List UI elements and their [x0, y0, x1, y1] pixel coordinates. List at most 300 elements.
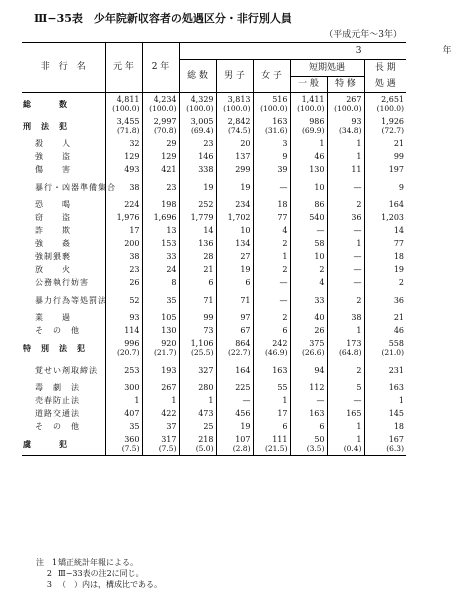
cell-value: 4,811 — [116, 95, 140, 104]
data-cell — [364, 407, 406, 420]
header-year-2: 2 年 — [142, 43, 179, 93]
data-cell — [253, 263, 290, 276]
data-cell — [179, 198, 216, 211]
data-cell — [364, 93, 406, 116]
cell-value: 1 — [356, 139, 362, 148]
cell-percentage: (70.8) — [153, 126, 177, 135]
data-cell — [253, 433, 290, 456]
data-cell — [253, 394, 290, 407]
cell-value: 1 — [356, 422, 362, 431]
cell-value: — — [316, 396, 325, 405]
data-cell — [327, 93, 364, 116]
cell-value: 280 — [198, 383, 214, 392]
table-row — [22, 289, 406, 311]
cell-value: 9 — [398, 182, 404, 192]
table-body — [22, 93, 406, 456]
cell-value: 130 — [309, 165, 325, 174]
data-cell — [253, 163, 290, 176]
data-cell — [216, 394, 253, 407]
data-cell — [179, 433, 216, 456]
cell-value: 1 — [171, 396, 177, 405]
table-row — [22, 324, 406, 337]
data-cell — [364, 359, 406, 381]
data-cell — [179, 150, 216, 163]
cell-value: 1 — [398, 396, 404, 405]
cell-value: 3,455 — [116, 117, 140, 126]
data-cell — [253, 198, 290, 211]
cell-value: 1 — [319, 139, 325, 148]
data-cell — [253, 137, 290, 150]
data-cell — [327, 115, 364, 137]
data-cell — [253, 176, 290, 198]
data-cell — [327, 276, 364, 289]
cell-value: 242 — [272, 339, 288, 348]
cell-value: 473 — [198, 409, 214, 418]
cell-value: 6 — [245, 278, 251, 287]
cell-value: 33 — [314, 295, 325, 305]
data-cell — [364, 324, 406, 337]
cell-percentage: (100.0) — [186, 104, 214, 113]
footnote-text: （ ）内は，構成比である。 — [58, 580, 162, 589]
row-label: 傷 害 — [35, 165, 71, 174]
cell-value: 145 — [388, 409, 404, 418]
data-cell — [364, 137, 406, 150]
cell-value: 6 — [208, 278, 214, 287]
header-general: 一 般 — [290, 77, 327, 93]
table-title: Ⅲ−35表 少年院新収容者の処遇区分・非行別人員 — [34, 12, 292, 25]
cell-value: 2 — [282, 265, 288, 274]
cell-value: 197 — [388, 165, 404, 174]
row-label: 殺 人 — [35, 139, 71, 148]
cell-percentage: (46.9) — [264, 348, 288, 357]
table-row — [22, 150, 406, 163]
data-cell — [142, 237, 179, 250]
cell-value: 32 — [129, 139, 140, 148]
cell-value: 23 — [129, 265, 140, 274]
cell-value: 58 — [314, 239, 325, 248]
cell-value: 4,234 — [153, 95, 177, 104]
data-cell — [142, 176, 179, 198]
data-cell — [142, 198, 179, 211]
data-cell — [290, 381, 327, 394]
cell-value: — — [279, 182, 288, 192]
data-cell — [179, 289, 216, 311]
cell-percentage: (6.3) — [386, 444, 404, 453]
cell-value: 77 — [393, 239, 404, 248]
cell-value: 3,813 — [227, 95, 251, 104]
data-cell — [179, 250, 216, 263]
cell-value: 99 — [393, 152, 404, 161]
row-label: 強 盗 — [35, 152, 71, 161]
cell-value: 97 — [240, 313, 251, 322]
data-cell — [290, 237, 327, 250]
cell-value: 193 — [161, 365, 177, 375]
cell-percentage: (74.5) — [227, 126, 251, 135]
cell-value: 516 — [272, 95, 288, 104]
cell-value: 112 — [309, 383, 325, 392]
cell-value: 23 — [203, 139, 214, 148]
table-row — [22, 381, 406, 394]
cell-value: 129 — [124, 152, 140, 161]
data-cell — [327, 289, 364, 311]
cell-value: 327 — [198, 365, 214, 375]
data-cell — [290, 176, 327, 198]
cell-value: 1,696 — [153, 213, 177, 222]
data-cell — [142, 93, 179, 116]
data-cell — [216, 150, 253, 163]
row-label: 暴力行為等処罰法 — [35, 295, 107, 305]
cell-value: 19 — [393, 265, 404, 274]
data-cell — [253, 324, 290, 337]
cell-value: 299 — [235, 165, 251, 174]
data-cell — [364, 420, 406, 433]
header-special: 特 修 — [327, 77, 364, 93]
data-cell — [105, 337, 142, 359]
data-cell — [327, 311, 364, 324]
cell-value: — — [353, 182, 362, 192]
data-cell — [105, 394, 142, 407]
table-row — [22, 394, 406, 407]
period-subtitle: （平成元年〜3年） — [324, 30, 402, 40]
cell-value: 11 — [351, 165, 362, 174]
data-cell — [290, 433, 327, 456]
row-label: 窃 盗 — [35, 213, 71, 222]
data-cell — [290, 137, 327, 150]
data-cell — [216, 289, 253, 311]
data-cell — [216, 433, 253, 456]
data-cell — [179, 93, 216, 116]
table-row — [22, 93, 406, 116]
table-row — [22, 420, 406, 433]
data-cell — [327, 359, 364, 381]
cell-value: 46 — [314, 152, 325, 161]
cell-percentage: (34.8) — [338, 126, 362, 135]
cell-value: 17 — [129, 226, 140, 235]
data-cell — [327, 176, 364, 198]
cell-value: 317 — [161, 435, 177, 444]
data-cell — [179, 115, 216, 137]
data-cell — [179, 359, 216, 381]
data-cell — [142, 381, 179, 394]
cell-value: — — [353, 252, 362, 261]
data-cell — [364, 250, 406, 263]
cell-value: 25 — [203, 422, 214, 431]
row-label: 放 火 — [35, 265, 71, 274]
data-cell — [327, 211, 364, 224]
cell-value: 1 — [282, 396, 288, 405]
cell-value: 267 — [346, 95, 362, 104]
row-label: 道路交通法 — [35, 409, 80, 418]
data-cell — [216, 137, 253, 150]
cell-value: 36 — [393, 295, 404, 305]
data-cell — [216, 311, 253, 324]
cell-value: 21 — [203, 265, 214, 274]
cell-value: 864 — [235, 339, 251, 348]
cell-value: 163 — [309, 409, 325, 418]
cell-value: 20 — [240, 139, 251, 148]
footnote-3 — [36, 579, 162, 590]
cell-percentage: (3.5) — [306, 444, 325, 453]
cell-value: 1 — [356, 326, 362, 335]
cell-value: 36 — [351, 213, 362, 222]
cell-value: 2 — [356, 200, 362, 209]
data-cell — [216, 407, 253, 420]
footnote-1 — [36, 557, 162, 568]
stats-table — [22, 42, 452, 456]
cell-value: 920 — [161, 339, 177, 348]
data-cell — [105, 115, 142, 137]
cell-value: 3,005 — [190, 117, 214, 126]
cell-value: — — [353, 278, 362, 287]
table-row — [22, 137, 406, 150]
cell-percentage: (72.7) — [381, 126, 404, 135]
data-cell — [290, 150, 327, 163]
data-cell — [142, 224, 179, 237]
table-row — [22, 311, 406, 324]
table-row — [22, 407, 406, 420]
data-cell — [364, 381, 406, 394]
data-cell — [179, 394, 216, 407]
table-row — [22, 237, 406, 250]
data-cell — [216, 211, 253, 224]
data-cell — [179, 324, 216, 337]
cell-value: 134 — [235, 239, 251, 248]
cell-value: 24 — [166, 265, 177, 274]
data-cell — [105, 263, 142, 276]
cell-value: — — [279, 295, 288, 305]
cell-percentage: (2.8) — [232, 444, 251, 453]
data-cell — [290, 359, 327, 381]
cell-value: 39 — [277, 165, 288, 174]
cell-value: 338 — [198, 165, 214, 174]
cell-value: 33 — [166, 252, 177, 261]
header-male: 男 子 — [216, 60, 253, 93]
data-cell — [327, 433, 364, 456]
cell-percentage: (100.0) — [334, 104, 362, 113]
cell-value: 360 — [124, 435, 140, 444]
cell-value: 1,926 — [381, 117, 404, 126]
cell-value: 35 — [129, 422, 140, 431]
cell-value: 28 — [203, 252, 214, 261]
table-row — [22, 263, 406, 276]
cell-value: 73 — [203, 326, 214, 335]
data-cell — [142, 263, 179, 276]
data-cell — [105, 250, 142, 263]
footnote-label: 2 — [46, 569, 52, 578]
data-cell — [364, 289, 406, 311]
row-label: 恐 喝 — [35, 200, 71, 209]
cell-value: 4 — [319, 278, 325, 287]
table-header — [22, 43, 452, 93]
cell-value: 164 — [388, 200, 404, 209]
data-cell — [290, 407, 327, 420]
footnote-label: 3 — [46, 580, 52, 589]
data-cell — [290, 198, 327, 211]
data-cell — [364, 337, 406, 359]
cell-value: 67 — [240, 326, 251, 335]
table-row — [22, 115, 406, 137]
cell-value: — — [353, 396, 362, 405]
data-cell — [179, 237, 216, 250]
table-row — [22, 176, 406, 198]
table-row — [22, 163, 406, 176]
data-cell — [327, 198, 364, 211]
data-cell — [216, 163, 253, 176]
cell-percentage: (21.7) — [153, 348, 177, 357]
cell-value: 13 — [166, 226, 177, 235]
cell-value: 1 — [356, 152, 362, 161]
cell-value: 1,779 — [190, 213, 214, 222]
cell-value: 93 — [351, 117, 362, 126]
cell-value: 5 — [356, 383, 362, 392]
cell-value: 173 — [346, 339, 362, 348]
data-cell — [364, 150, 406, 163]
data-cell — [179, 163, 216, 176]
cell-value: 2 — [319, 265, 325, 274]
table-row — [22, 337, 406, 359]
data-cell — [142, 324, 179, 337]
cell-value: 6 — [319, 422, 325, 431]
cell-percentage: (100.0) — [376, 104, 404, 113]
cell-value: 1,702 — [227, 213, 251, 222]
cell-value: 407 — [124, 409, 140, 418]
data-cell — [253, 276, 290, 289]
cell-value: 129 — [161, 152, 177, 161]
data-cell — [364, 263, 406, 276]
cell-value: 225 — [235, 383, 251, 392]
data-cell — [364, 237, 406, 250]
table-row — [22, 224, 406, 237]
data-cell — [253, 211, 290, 224]
data-cell — [142, 250, 179, 263]
cell-value: 10 — [314, 182, 325, 192]
cell-value: 71 — [240, 295, 251, 305]
data-cell — [142, 276, 179, 289]
footnote-text: Ⅲ−33表の注2に同じ。 — [58, 569, 144, 578]
cell-value: 40 — [314, 313, 325, 322]
cell-value: 153 — [161, 239, 177, 248]
data-cell — [290, 224, 327, 237]
data-cell — [327, 324, 364, 337]
data-cell — [105, 433, 142, 456]
data-cell — [142, 433, 179, 456]
cell-value: 165 — [346, 409, 362, 418]
data-cell — [105, 150, 142, 163]
cell-value: 1 — [356, 435, 362, 444]
cell-value: 94 — [314, 365, 325, 375]
cell-value: 1 — [356, 239, 362, 248]
cell-value: — — [242, 396, 251, 405]
data-cell — [105, 224, 142, 237]
data-cell — [142, 420, 179, 433]
data-cell — [142, 311, 179, 324]
cell-value: 2 — [356, 295, 362, 305]
data-cell — [327, 394, 364, 407]
cell-value: 6 — [282, 422, 288, 431]
data-cell — [364, 433, 406, 456]
cell-value: 114 — [124, 326, 140, 335]
cell-value: 14 — [393, 226, 404, 235]
cell-value: 19 — [240, 422, 251, 431]
footnote-2 — [36, 568, 162, 579]
data-cell — [290, 163, 327, 176]
table-row — [22, 276, 406, 289]
cell-value: 2 — [398, 278, 404, 287]
data-cell — [290, 276, 327, 289]
row-label: 特 別 法 犯 — [23, 342, 86, 353]
data-cell — [364, 176, 406, 198]
row-label: 刑 法 犯 — [23, 120, 68, 131]
table-row — [22, 250, 406, 263]
row-label: 売春防止法 — [35, 396, 80, 405]
data-cell — [253, 93, 290, 116]
row-label: 総 数 — [23, 98, 68, 109]
cell-value: 99 — [203, 313, 214, 322]
cell-percentage: (7.5) — [158, 444, 177, 453]
cell-value: 2,651 — [381, 95, 404, 104]
cell-percentage: (7.5) — [121, 444, 140, 453]
data-cell — [142, 211, 179, 224]
data-cell — [290, 311, 327, 324]
cell-value: 252 — [198, 200, 214, 209]
cell-value: 18 — [393, 422, 404, 431]
cell-value: 1,976 — [116, 213, 140, 222]
data-cell — [179, 407, 216, 420]
data-cell — [290, 263, 327, 276]
cell-value: 77 — [277, 213, 288, 222]
data-cell — [142, 137, 179, 150]
cell-value: 6 — [282, 326, 288, 335]
cell-value: 130 — [161, 326, 177, 335]
row-label: 強 姦 — [35, 239, 71, 248]
data-cell — [179, 381, 216, 394]
data-cell — [179, 276, 216, 289]
data-cell — [253, 250, 290, 263]
data-cell — [364, 224, 406, 237]
cell-value: 19 — [203, 182, 214, 192]
data-cell — [290, 337, 327, 359]
cell-value: 37 — [166, 422, 177, 431]
header-year-3-suffix: 年 — [442, 45, 452, 56]
row-label: 公務執行妨害 — [35, 278, 89, 287]
cell-value: 52 — [129, 295, 140, 305]
cell-value: 9 — [282, 152, 288, 161]
cell-value: 375 — [309, 339, 325, 348]
data-cell — [253, 359, 290, 381]
data-cell — [364, 394, 406, 407]
data-cell — [216, 198, 253, 211]
data-cell — [290, 394, 327, 407]
cell-value: 27 — [240, 252, 251, 261]
data-cell — [290, 115, 327, 137]
cell-value: 93 — [129, 313, 140, 322]
data-cell — [105, 311, 142, 324]
cell-value: 2,997 — [153, 117, 177, 126]
cell-percentage: (5.0) — [195, 444, 214, 453]
table-row — [22, 198, 406, 211]
cell-value: — — [279, 278, 288, 287]
header-long-term-2: 処 遇 — [364, 77, 406, 93]
data-cell — [253, 115, 290, 137]
cell-value: 540 — [309, 213, 325, 222]
cell-value: 1,106 — [190, 339, 214, 348]
cell-value: 493 — [124, 165, 140, 174]
cell-value: 21 — [393, 139, 404, 148]
data-cell — [290, 93, 327, 116]
cell-value: 18 — [393, 252, 404, 261]
cell-percentage: (69.4) — [190, 126, 214, 135]
data-cell — [216, 115, 253, 137]
